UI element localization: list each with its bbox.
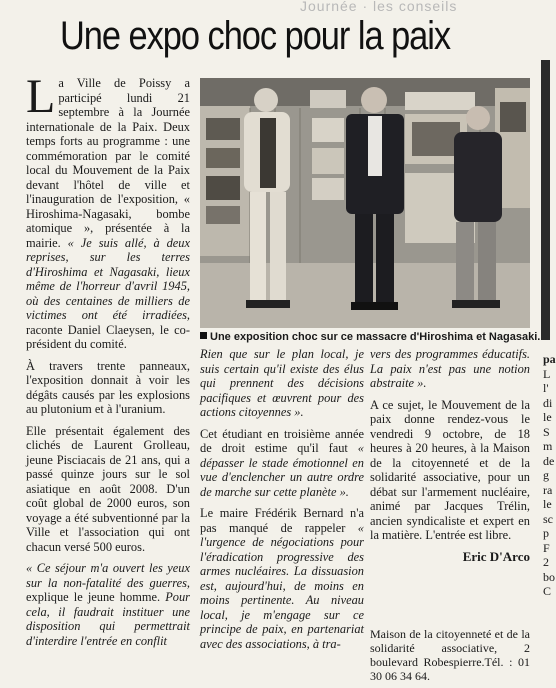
adjacent-article-bleed bbox=[541, 60, 556, 688]
paragraph-intro bbox=[26, 70, 190, 352]
intro-attribution: raconte Daniel Claeysen, le co-président du comité. bbox=[26, 322, 190, 351]
student-attribution: explique le jeune homme. bbox=[26, 590, 161, 604]
adjacent-text-fragment: L bbox=[543, 366, 551, 381]
paragraph-event-announcement: A ce sujet, le Mouvement de la paix donne rendez-vous le vendredi 9 octobre, de 18 heures à 20 heures, à la Maison de la citoyenneté et de la solidarité associative, pour un débat sur l'armement nucléaire, animé par Jacques Trélin, ancien syndicaliste et expert en la matière. L'entrée est libre. bbox=[370, 397, 530, 542]
law-student-lead: Cet étudiant en troisième année de droit estime qu'il faut bbox=[200, 426, 364, 455]
law-student-quote: « dépasser le stade émotionnel en vue d'enclencher un autre ordre de marche sur cette planète ». bbox=[200, 441, 364, 499]
adjacent-text-edge bbox=[543, 352, 556, 599]
photo-caption-text: Une exposition choc sur ce massacre d'Hiroshima et Nagasaki. bbox=[210, 331, 541, 343]
adjacent-article-header: Journée · les conseils bbox=[300, 0, 458, 14]
adjacent-text-fragment: g bbox=[543, 468, 549, 482]
mayor-quote: « l'urgence de négociations pour l'éradication progressive des armes nucléaires. La dissuasion est, aujourd'hui, de moins en moins pertinente. Au niveau local, je m'engage sur ce principe de paix, en partenariat avec des associations, à tra- bbox=[200, 520, 364, 651]
caption-bullet-icon bbox=[200, 332, 207, 339]
adjacent-text-fragment: di bbox=[543, 395, 553, 410]
adjacent-text-fragment: le bbox=[543, 410, 552, 424]
paragraph-student-quote bbox=[26, 561, 190, 648]
drop-cap: L bbox=[26, 70, 56, 123]
student-quote: « Ce séjour m'a ouvert les yeux sur la non-fatalité des guerres, bbox=[26, 561, 190, 590]
adjacent-text-fragment: S bbox=[543, 424, 550, 439]
student-quote-continued: Pour cela, il faudrait instituer une disposition qui permettrait d'interdire l'entrée en conflit bbox=[26, 590, 190, 648]
adjacent-text-fragment: F bbox=[543, 540, 550, 555]
intro-text: a Ville de Poissy a participé lundi 21 septembre à la Journée internationale de la Paix. Deux temps forts au programme : une commémoration par le comité local du Mouvement de la Paix devant l'hôtel de ville et l'inauguration de l'exposition, « Hiroshima-Nagasaki, bombe atomique », présentée à la mairie. bbox=[26, 76, 190, 250]
adjacent-caption-fragment: pa bbox=[543, 352, 556, 366]
adjacent-photo-edge bbox=[541, 60, 550, 340]
paragraph-law-student bbox=[200, 427, 364, 500]
mayor-lead: Le maire Frédérik Bernard n'a pas manqué de rappeler bbox=[200, 506, 364, 535]
intro-quote: « Je suis allé, à deux reprises, sur les terres d'Hiroshima et Nagasaki, lieux même de l'horreur d'avril 1945, où des centaines de milliers de victimes ont été irradiées, bbox=[26, 235, 190, 322]
exhibition-photo-illustration bbox=[200, 78, 530, 328]
adjacent-text-fragment: l' bbox=[543, 381, 549, 395]
adjacent-text-fragment: ra bbox=[543, 482, 553, 497]
paragraph-photographer: Elle présentait également des clichés de Laurent Grolleau, jeune Pisciacais de 21 ans, qui a passé quinze jours sur le sol asiatique en août 2008. D'un coût global de 2000 euros, son voyage a été subventionné par la Ville et l'association qui ont chacun versé 500 euros. bbox=[26, 423, 190, 554]
article-column-3 bbox=[370, 347, 530, 564]
article-column-2 bbox=[200, 347, 364, 658]
adjacent-text-fragment: le bbox=[543, 497, 552, 511]
adjacent-text-fragment: m bbox=[543, 439, 553, 453]
paragraph-mayor-continued: vers des programmes éducatifs. La paix n'est pas une notion abstraite ». bbox=[370, 347, 530, 390]
adjacent-text-fragment: p bbox=[543, 526, 549, 540]
paragraph-mayor bbox=[200, 506, 364, 651]
contact-info: Maison de la citoyenneté et de la solidarité associative, 2 boulevard Robespierre.Tél. : 01 30 06 34 64. bbox=[370, 627, 530, 683]
author-signature: Eric D'Arco bbox=[462, 548, 530, 564]
article-headline: Une expo choc pour la paix bbox=[60, 14, 451, 58]
article-photo bbox=[200, 78, 530, 328]
paragraph-panels: À travers trente panneaux, l'exposition donnait à voir les dégâts causés par les explosions au plutonium et à l'uranium. bbox=[26, 358, 190, 416]
article-column-1 bbox=[26, 70, 190, 655]
adjacent-text-fragment: 2 bbox=[543, 555, 549, 569]
adjacent-text-fragment: sc bbox=[543, 511, 553, 526]
adjacent-text-fragment: bo bbox=[543, 569, 555, 584]
adjacent-text-fragment: de bbox=[543, 453, 555, 468]
adjacent-text-fragment: C bbox=[543, 584, 552, 598]
photo-caption bbox=[200, 330, 540, 345]
paragraph-local-level: Rien que sur le plan local, je suis certain qu'il existe des élus qui prennent des décisions pacifiques et œuvrent pour des actions citoyennes ». bbox=[200, 347, 364, 419]
